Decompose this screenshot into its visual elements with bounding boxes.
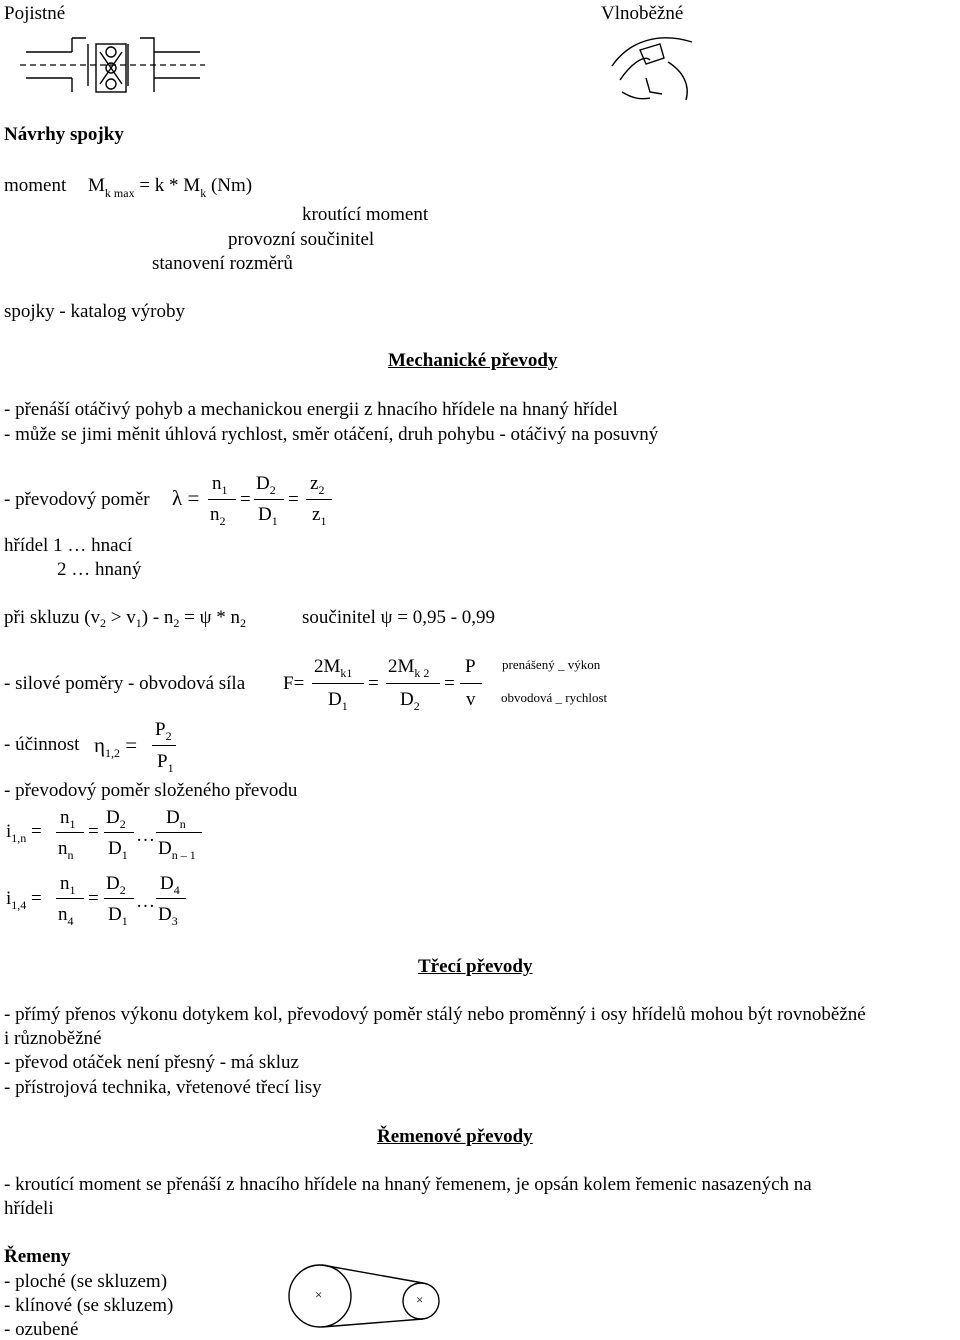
friction-line-1b: i různoběžné bbox=[4, 1028, 102, 1049]
force-eq-3: = bbox=[444, 673, 455, 694]
efficiency-den: $P_1$ bbox=[157, 751, 174, 775]
heading-mechanical: Mechanické převody bbox=[388, 350, 558, 371]
m-rhs: = k * bbox=[139, 175, 179, 196]
force-label: - silové poměry - obvodová síla bbox=[4, 673, 246, 694]
shaft-2-label: 2 … hnaný bbox=[57, 559, 142, 580]
catalog-line: spojky - katalog výroby bbox=[4, 301, 186, 322]
compound-b-den-d1: $D_1$ bbox=[108, 904, 128, 928]
compound-a-dots: … bbox=[136, 825, 155, 846]
compound-b-dots: … bbox=[136, 891, 155, 912]
belt-line-1b: hřídeli bbox=[4, 1198, 54, 1219]
belt-type-v: - klínové (se skluzem) bbox=[4, 1295, 174, 1316]
compound-b-den-n4: $n_4$ bbox=[58, 904, 74, 928]
note-service-factor: provozní součinitel bbox=[228, 229, 375, 250]
m-rhs-symbol: M bbox=[183, 175, 201, 196]
belt-type-toothed: - ozubené bbox=[4, 1319, 79, 1340]
efficiency-eta: $\eta_{1,2}$ = bbox=[94, 733, 138, 760]
ratio-den-z1: $z_1$ bbox=[312, 504, 327, 528]
force-eq-2: = bbox=[368, 673, 379, 694]
mechanical-bullet-1: - přenáší otáčivý pohyb a mechanickou energii z hnacího hřídele na hnaný hřídel bbox=[4, 399, 618, 420]
friction-line-3: - přístrojová technika, vřetenové třecí lisy bbox=[4, 1077, 322, 1098]
compound-a-den-dn1: $D_{n - 1}$ bbox=[158, 838, 196, 862]
ratio-eq-3: = bbox=[288, 489, 299, 510]
compound-a-den-nn: $n_n$ bbox=[58, 838, 74, 862]
label-pojistne: Pojistné bbox=[4, 3, 66, 24]
pulley-2-center: × bbox=[416, 1292, 424, 1307]
shaft-1-label: hřídel 1 … hnací bbox=[4, 535, 133, 556]
note-dimensions: stanovení rozměrů bbox=[152, 253, 293, 274]
compound-a-num-dn: $D_n$ bbox=[166, 807, 186, 831]
m-symbol: M bbox=[88, 175, 105, 196]
compound-b-num-d2: $D_2$ bbox=[106, 873, 126, 897]
efficiency-label: - účinnost bbox=[4, 734, 80, 755]
ratio-num-d2: $D_2$ bbox=[256, 473, 276, 497]
force-F: F= bbox=[283, 673, 305, 694]
belt-type-flat: - ploché (se skluzem) bbox=[4, 1271, 168, 1292]
heading-design: Návrhy spojky bbox=[4, 124, 124, 145]
force-den-2: $D_2$ bbox=[400, 689, 420, 713]
ratio-den-d1: $D_1$ bbox=[258, 504, 278, 528]
note-torque: kroutící moment bbox=[302, 204, 429, 225]
compound-b-num-n1: $n_1$ bbox=[60, 873, 76, 897]
compound-a-num-d2: $D_2$ bbox=[106, 807, 126, 831]
friction-line-1: - přímý přenos výkonu dotykem kol, převodový poměr stálý nebo proměnný i osy hřídelů mohou být rovnoběžné bbox=[4, 1004, 866, 1025]
compound-i14: $i_{1,4}$ = bbox=[6, 888, 42, 912]
ratio-eq-2: = bbox=[240, 489, 251, 510]
compound-b-den-d3: $D_3$ bbox=[158, 904, 178, 928]
force-den-1: $D_1$ bbox=[328, 689, 348, 713]
friction-line-2: - převod otáček není přesný - má skluz bbox=[4, 1052, 299, 1073]
ratio-num-z2: $z_2$ bbox=[310, 473, 325, 497]
slip-coefficient: součinitel ψ = 0,95 - 0,99 bbox=[302, 607, 496, 628]
force-num-2: $2M_{k 2}$ bbox=[388, 656, 430, 680]
compound-a-eq: = bbox=[88, 821, 99, 842]
force-note-power: prenášený _ výkon bbox=[502, 657, 601, 672]
compound-b-num-d4: $D_4$ bbox=[160, 873, 180, 897]
force-note-speed: obvodová _ rychlost bbox=[501, 690, 608, 705]
heading-belt: Řemenové převody bbox=[377, 1126, 533, 1147]
ratio-lambda: λ = bbox=[172, 486, 200, 510]
compound-a-num-n1: $n_1$ bbox=[60, 807, 76, 831]
m-unit: (Nm) bbox=[210, 175, 253, 196]
efficiency-num: $P_2$ bbox=[155, 719, 172, 743]
ratio-num-n1: $n_1$ bbox=[212, 473, 228, 497]
mechanical-bullet-2: - může se jimi měnit úhlová rychlost, směr otáčení, druh pohybu - otáčivý na posuvný bbox=[4, 424, 659, 445]
belt-line-1: - kroutící moment se přenáší z hnacího hřídele na hnaný řemenem, je opsán kolem řemenic nasazených na bbox=[4, 1174, 812, 1195]
force-num-1: $2M_{k1}$ bbox=[314, 656, 353, 680]
m-sub: k max bbox=[104, 186, 135, 200]
slip-line: při skluzu $(v_2 > v_1) - n_2 = \psi * n_2$ bbox=[4, 607, 247, 630]
label-vlnobezne: Vlnoběžné bbox=[601, 3, 684, 24]
compound-a-den-d1: $D_1$ bbox=[108, 838, 128, 862]
heading-friction: Třecí převody bbox=[418, 956, 533, 977]
force-num-P: P bbox=[465, 656, 476, 677]
ratio-label: - převodový poměr bbox=[4, 489, 150, 510]
compound-b-eq: = bbox=[88, 888, 99, 909]
compound-i1n: $i_{1,n}$ = bbox=[6, 821, 42, 845]
m-rhs-sub: k bbox=[200, 186, 207, 200]
ratio-den-n2: $n_2$ bbox=[210, 504, 226, 528]
moment-label: moment bbox=[4, 175, 67, 196]
belts-subheading: Řemeny bbox=[4, 1246, 71, 1267]
pulley-1-center: × bbox=[315, 1287, 323, 1302]
compound-label: - převodový poměr složeného převodu bbox=[4, 780, 298, 801]
force-den-v: v bbox=[466, 689, 476, 710]
